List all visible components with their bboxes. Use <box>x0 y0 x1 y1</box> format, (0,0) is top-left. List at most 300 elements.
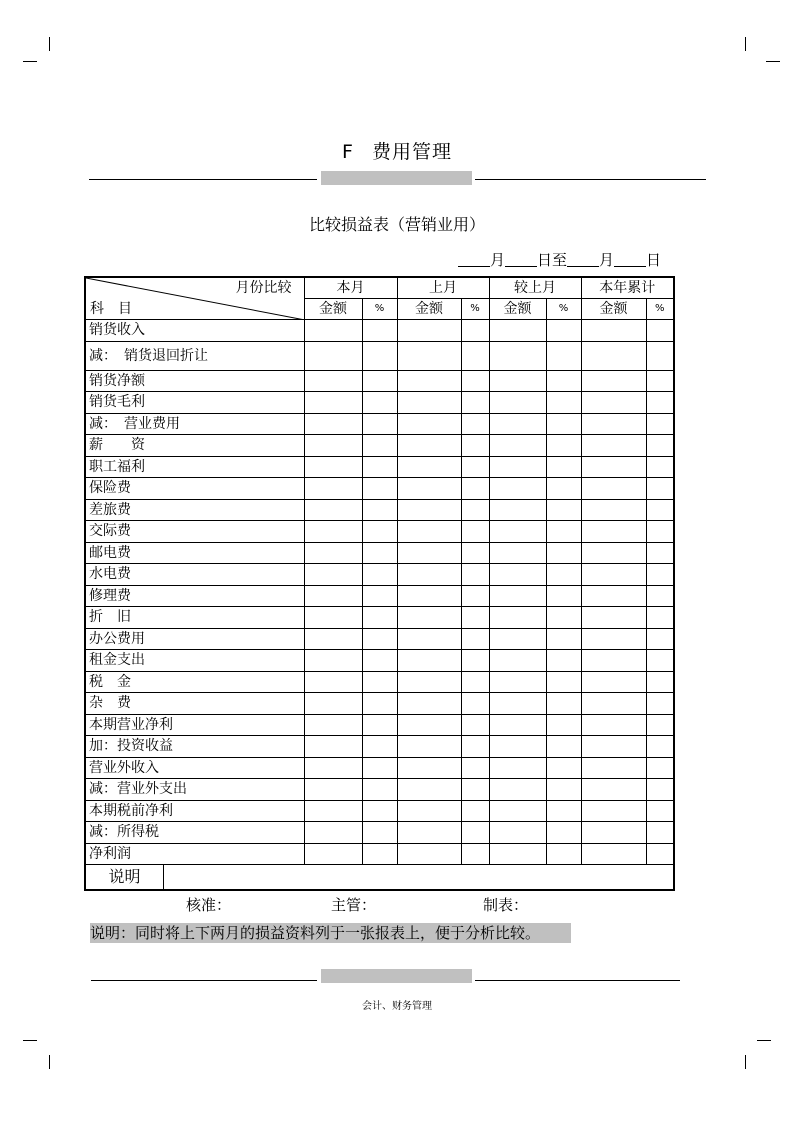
percent-cell[interactable] <box>461 800 489 822</box>
percent-cell[interactable] <box>546 341 581 370</box>
percent-cell[interactable] <box>546 843 581 865</box>
amount-cell[interactable] <box>581 542 646 564</box>
table-row <box>85 585 674 607</box>
percent-cell[interactable] <box>362 800 397 822</box>
percent-cell[interactable] <box>461 736 489 758</box>
percent-cell[interactable] <box>362 564 397 586</box>
remarks-row <box>85 865 674 891</box>
header-rule-right <box>475 179 706 180</box>
amount-cell[interactable] <box>304 843 362 865</box>
amount-cell[interactable] <box>581 693 646 715</box>
amount-cell[interactable] <box>397 478 461 500</box>
percent-cell[interactable] <box>646 693 674 715</box>
percent-cell[interactable] <box>646 320 674 342</box>
row-label: 折 旧 <box>85 607 304 629</box>
comparison-income-table <box>84 276 675 891</box>
amount-cell[interactable] <box>397 779 461 801</box>
amount-cell[interactable] <box>489 320 546 342</box>
percent-cell[interactable] <box>546 757 581 779</box>
percent-cell[interactable] <box>646 714 674 736</box>
row-label: 本期税前净利 <box>85 800 304 822</box>
subheader-percent: % <box>646 299 674 320</box>
percent-cell[interactable] <box>362 607 397 629</box>
row-label: 加：投资收益 <box>85 736 304 758</box>
amount-cell[interactable] <box>489 542 546 564</box>
percent-cell[interactable] <box>646 736 674 758</box>
percent-cell[interactable] <box>461 757 489 779</box>
amount-cell[interactable] <box>581 564 646 586</box>
percent-cell[interactable] <box>461 499 489 521</box>
amount-cell[interactable] <box>397 521 461 543</box>
month-label-1: 月 <box>490 251 506 269</box>
subheader-amount: 金额 <box>304 299 362 320</box>
amount-cell[interactable] <box>397 392 461 414</box>
footer-rule-left <box>91 980 317 981</box>
amount-cell[interactable] <box>304 607 362 629</box>
corner-top-label: 月份比较 <box>235 280 292 296</box>
group-header-ytd: 本年累计 <box>581 277 674 299</box>
table-row <box>85 456 674 478</box>
percent-cell[interactable] <box>546 456 581 478</box>
percent-cell[interactable] <box>646 607 674 629</box>
amount-cell[interactable] <box>397 693 461 715</box>
table-row <box>85 671 674 693</box>
amount-cell[interactable] <box>304 341 362 370</box>
percent-cell[interactable] <box>362 822 397 844</box>
table-row <box>85 564 674 586</box>
percent-cell[interactable] <box>546 671 581 693</box>
remarks-label: 说明 <box>86 865 164 889</box>
amount-cell[interactable] <box>304 521 362 543</box>
day-blank-1[interactable] <box>505 252 537 267</box>
amount-cell[interactable] <box>397 542 461 564</box>
percent-cell[interactable] <box>546 822 581 844</box>
table-row <box>85 392 674 414</box>
amount-cell[interactable] <box>397 650 461 672</box>
percent-cell[interactable] <box>646 822 674 844</box>
footer-text: 会计、财务管理 <box>362 1001 432 1012</box>
amount-cell[interactable] <box>397 564 461 586</box>
table-row <box>85 435 674 457</box>
amount-cell[interactable] <box>304 650 362 672</box>
percent-cell[interactable] <box>546 499 581 521</box>
header-rule-left <box>89 179 317 180</box>
percent-cell[interactable] <box>461 542 489 564</box>
chapter-letter: F <box>342 141 354 163</box>
amount-cell[interactable] <box>489 736 546 758</box>
amount-cell[interactable] <box>489 478 546 500</box>
amount-cell[interactable] <box>489 757 546 779</box>
amount-cell[interactable] <box>304 693 362 715</box>
amount-cell[interactable] <box>489 564 546 586</box>
percent-cell[interactable] <box>646 628 674 650</box>
row-label: 营业外收入 <box>85 757 304 779</box>
percent-cell[interactable] <box>362 671 397 693</box>
percent-cell[interactable] <box>646 341 674 370</box>
amount-cell[interactable] <box>397 757 461 779</box>
amount-cell[interactable] <box>397 456 461 478</box>
percent-cell[interactable] <box>461 392 489 414</box>
amount-cell[interactable] <box>397 320 461 342</box>
amount-cell[interactable] <box>397 736 461 758</box>
percent-cell[interactable] <box>362 628 397 650</box>
amount-cell[interactable] <box>489 341 546 370</box>
percent-cell[interactable] <box>546 607 581 629</box>
form-title: 比较损益表（营销业用） <box>308 215 485 234</box>
amount-cell[interactable] <box>489 800 546 822</box>
amount-cell[interactable] <box>581 320 646 342</box>
amount-cell[interactable] <box>397 499 461 521</box>
subheader-percent: % <box>461 299 489 320</box>
day-label-2: 日 <box>646 251 662 269</box>
corner-bottom-label: 科 目 <box>90 301 132 317</box>
amount-cell[interactable] <box>489 671 546 693</box>
amount-cell[interactable] <box>581 413 646 435</box>
percent-cell[interactable] <box>646 542 674 564</box>
row-label: 销货净额 <box>85 370 304 392</box>
row-label: 薪 资 <box>85 435 304 457</box>
row-label: 租金支出 <box>85 650 304 672</box>
row-label: 差旅费 <box>85 499 304 521</box>
table-row <box>85 628 674 650</box>
amount-cell[interactable] <box>581 607 646 629</box>
amount-cell[interactable] <box>304 671 362 693</box>
amount-cell[interactable] <box>581 521 646 543</box>
amount-cell[interactable] <box>489 822 546 844</box>
group-header-this-month: 本月 <box>304 277 397 299</box>
table-row <box>85 843 674 865</box>
percent-cell[interactable] <box>362 413 397 435</box>
percent-cell[interactable] <box>362 779 397 801</box>
percent-cell[interactable] <box>646 843 674 865</box>
percent-cell[interactable] <box>362 542 397 564</box>
amount-cell[interactable] <box>489 585 546 607</box>
amount-cell[interactable] <box>304 435 362 457</box>
percent-cell[interactable] <box>461 413 489 435</box>
amount-cell[interactable] <box>581 499 646 521</box>
amount-cell[interactable] <box>581 341 646 370</box>
percent-cell[interactable] <box>546 693 581 715</box>
footer-rule-right <box>475 980 680 981</box>
row-label: 销货毛利 <box>85 392 304 414</box>
percent-cell[interactable] <box>362 392 397 414</box>
amount-cell[interactable] <box>581 671 646 693</box>
amount-cell[interactable] <box>489 779 546 801</box>
percent-cell[interactable] <box>546 478 581 500</box>
amount-cell[interactable] <box>489 843 546 865</box>
amount-cell[interactable] <box>304 542 362 564</box>
table-row <box>85 320 674 342</box>
amount-cell[interactable] <box>304 628 362 650</box>
subheader-percent: % <box>362 299 397 320</box>
percent-cell[interactable] <box>646 370 674 392</box>
group-header-vs-last-month: 较上月 <box>489 277 581 299</box>
percent-cell[interactable] <box>461 843 489 865</box>
group-header-last-month: 上月 <box>397 277 489 299</box>
amount-cell[interactable] <box>397 714 461 736</box>
table-row <box>85 757 674 779</box>
table-row <box>85 714 674 736</box>
percent-cell[interactable] <box>546 714 581 736</box>
table-row <box>85 822 674 844</box>
percent-cell[interactable] <box>461 671 489 693</box>
day-to-label: 日至 <box>537 251 568 269</box>
amount-cell[interactable] <box>397 370 461 392</box>
row-label: 销货收入 <box>85 320 304 342</box>
amount-cell[interactable] <box>304 757 362 779</box>
amount-cell[interactable] <box>397 822 461 844</box>
percent-cell[interactable] <box>646 650 674 672</box>
percent-cell[interactable] <box>362 370 397 392</box>
amount-cell[interactable] <box>581 435 646 457</box>
percent-cell[interactable] <box>546 800 581 822</box>
amount-cell[interactable] <box>304 499 362 521</box>
percent-cell[interactable] <box>362 320 397 342</box>
percent-cell[interactable] <box>646 779 674 801</box>
percent-cell[interactable] <box>461 341 489 370</box>
percent-cell[interactable] <box>646 499 674 521</box>
percent-cell[interactable] <box>546 320 581 342</box>
percent-cell[interactable] <box>461 822 489 844</box>
amount-cell[interactable] <box>581 714 646 736</box>
percent-cell[interactable] <box>362 736 397 758</box>
table-row <box>85 800 674 822</box>
row-label: 邮电费 <box>85 542 304 564</box>
amount-cell[interactable] <box>397 800 461 822</box>
amount-cell[interactable] <box>581 478 646 500</box>
amount-cell[interactable] <box>581 370 646 392</box>
amount-cell[interactable] <box>304 736 362 758</box>
amount-cell[interactable] <box>304 585 362 607</box>
amount-cell[interactable] <box>304 779 362 801</box>
percent-cell[interactable] <box>362 499 397 521</box>
amount-cell[interactable] <box>489 628 546 650</box>
row-label: 减： 销货退回折让 <box>85 341 304 370</box>
supervisor-label: 主管： <box>331 896 377 914</box>
subheader-amount: 金额 <box>581 299 646 320</box>
percent-cell[interactable] <box>461 628 489 650</box>
amount-cell[interactable] <box>397 671 461 693</box>
amount-cell[interactable] <box>304 478 362 500</box>
table-row <box>85 542 674 564</box>
row-label: 交际费 <box>85 521 304 543</box>
amount-cell[interactable] <box>489 521 546 543</box>
amount-cell[interactable] <box>397 843 461 865</box>
row-label: 减： 营业费用 <box>85 413 304 435</box>
percent-cell[interactable] <box>646 456 674 478</box>
percent-cell[interactable] <box>546 521 581 543</box>
subheader-amount: 金额 <box>489 299 546 320</box>
table-row <box>85 521 674 543</box>
header-grey-bar <box>321 171 472 185</box>
percent-cell[interactable] <box>546 628 581 650</box>
amount-cell[interactable] <box>581 585 646 607</box>
percent-cell[interactable] <box>461 650 489 672</box>
amount-cell[interactable] <box>397 413 461 435</box>
subheader-percent: % <box>546 299 581 320</box>
percent-cell[interactable] <box>461 478 489 500</box>
table-row <box>85 499 674 521</box>
row-label: 净利润 <box>85 843 304 865</box>
amount-cell[interactable] <box>581 650 646 672</box>
amount-cell[interactable] <box>304 564 362 586</box>
amount-cell[interactable] <box>581 392 646 414</box>
amount-cell[interactable] <box>581 736 646 758</box>
percent-cell[interactable] <box>362 521 397 543</box>
amount-cell[interactable] <box>581 779 646 801</box>
row-label: 水电费 <box>85 564 304 586</box>
row-label: 杂 费 <box>85 693 304 715</box>
percent-cell[interactable] <box>646 564 674 586</box>
amount-cell[interactable] <box>304 800 362 822</box>
crop-mark-top-left-h <box>23 61 37 62</box>
footer-grey-bar <box>321 969 472 983</box>
amount-cell[interactable] <box>489 413 546 435</box>
chapter-title <box>0 137 794 164</box>
percent-cell[interactable] <box>362 478 397 500</box>
percent-cell[interactable] <box>646 521 674 543</box>
crop-mark-top-left-v <box>49 37 50 51</box>
percent-cell[interactable] <box>362 714 397 736</box>
table-row <box>85 650 674 672</box>
row-label: 减：所得税 <box>85 822 304 844</box>
amount-cell[interactable] <box>489 650 546 672</box>
percent-cell[interactable] <box>362 456 397 478</box>
day-blank-2[interactable] <box>614 252 646 267</box>
row-label: 减：营业外支出 <box>85 779 304 801</box>
row-label: 办公费用 <box>85 628 304 650</box>
percent-cell[interactable] <box>461 521 489 543</box>
explanation-note: 说明：同时将上下两月的损益资料列于一张报表上，便于分析比较。 <box>90 923 571 943</box>
percent-cell[interactable] <box>546 585 581 607</box>
amount-cell[interactable] <box>397 435 461 457</box>
table-row <box>85 341 674 370</box>
percent-cell[interactable] <box>461 370 489 392</box>
amount-cell[interactable] <box>397 585 461 607</box>
percent-cell[interactable] <box>646 585 674 607</box>
percent-cell[interactable] <box>461 435 489 457</box>
amount-cell[interactable] <box>304 392 362 414</box>
amount-cell[interactable] <box>397 607 461 629</box>
crop-mark-bottom-left-v <box>49 1055 50 1069</box>
percent-cell[interactable] <box>461 320 489 342</box>
month-blank-2[interactable] <box>567 252 599 267</box>
crop-mark-top-right-h <box>766 61 780 62</box>
percent-cell[interactable] <box>362 843 397 865</box>
amount-cell[interactable] <box>581 628 646 650</box>
row-label: 税 金 <box>85 671 304 693</box>
amount-cell[interactable] <box>304 320 362 342</box>
percent-cell[interactable] <box>646 478 674 500</box>
percent-cell[interactable] <box>546 370 581 392</box>
table-row <box>85 478 674 500</box>
amount-cell[interactable] <box>581 757 646 779</box>
chapter-name: 费用管理 <box>371 141 452 163</box>
percent-cell[interactable] <box>546 413 581 435</box>
amount-cell[interactable] <box>397 341 461 370</box>
percent-cell[interactable] <box>461 779 489 801</box>
row-label: 保险费 <box>85 478 304 500</box>
table-row <box>85 370 674 392</box>
amount-cell[interactable] <box>489 392 546 414</box>
percent-cell[interactable] <box>362 585 397 607</box>
table-row <box>85 413 674 435</box>
approve-label: 核准： <box>186 896 232 914</box>
percent-cell[interactable] <box>646 435 674 457</box>
percent-cell[interactable] <box>362 435 397 457</box>
crop-mark-top-right-v <box>745 37 746 51</box>
percent-cell[interactable] <box>546 564 581 586</box>
percent-cell[interactable] <box>646 413 674 435</box>
percent-cell[interactable] <box>461 585 489 607</box>
percent-cell[interactable] <box>362 757 397 779</box>
date-range <box>458 249 661 270</box>
amount-cell[interactable] <box>304 822 362 844</box>
month-label-2: 月 <box>599 251 615 269</box>
amount-cell[interactable] <box>489 456 546 478</box>
amount-cell[interactable] <box>489 714 546 736</box>
percent-cell[interactable] <box>461 564 489 586</box>
percent-cell[interactable] <box>546 650 581 672</box>
table-row <box>85 736 674 758</box>
amount-cell[interactable] <box>489 693 546 715</box>
amount-cell[interactable] <box>581 843 646 865</box>
percent-cell[interactable] <box>646 800 674 822</box>
month-blank-1[interactable] <box>458 252 490 267</box>
row-label: 职工福利 <box>85 456 304 478</box>
subheader-amount: 金额 <box>397 299 461 320</box>
percent-cell[interactable] <box>461 456 489 478</box>
percent-cell[interactable] <box>646 671 674 693</box>
percent-cell[interactable] <box>362 693 397 715</box>
table-row <box>85 607 674 629</box>
percent-cell[interactable] <box>362 650 397 672</box>
amount-cell[interactable] <box>581 456 646 478</box>
crop-mark-bottom-right-v <box>745 1055 746 1069</box>
remarks-input[interactable] <box>164 865 673 889</box>
percent-cell[interactable] <box>461 714 489 736</box>
amount-cell[interactable] <box>489 370 546 392</box>
percent-cell[interactable] <box>546 392 581 414</box>
amount-cell[interactable] <box>489 435 546 457</box>
table-row <box>85 693 674 715</box>
percent-cell[interactable] <box>546 779 581 801</box>
crop-mark-bottom-right-h <box>757 1040 771 1041</box>
row-label: 修理费 <box>85 585 304 607</box>
percent-cell[interactable] <box>546 542 581 564</box>
amount-cell[interactable] <box>397 628 461 650</box>
percent-cell[interactable] <box>546 435 581 457</box>
percent-cell[interactable] <box>646 392 674 414</box>
percent-cell[interactable] <box>461 607 489 629</box>
prepared-by-label: 制表： <box>483 896 529 914</box>
percent-cell[interactable] <box>646 757 674 779</box>
amount-cell[interactable] <box>304 456 362 478</box>
amount-cell[interactable] <box>304 413 362 435</box>
amount-cell[interactable] <box>581 822 646 844</box>
percent-cell[interactable] <box>362 341 397 370</box>
row-label: 本期营业净利 <box>85 714 304 736</box>
percent-cell[interactable] <box>546 736 581 758</box>
table-row <box>85 779 674 801</box>
amount-cell[interactable] <box>489 607 546 629</box>
crop-mark-bottom-left-h <box>23 1040 37 1041</box>
percent-cell[interactable] <box>461 693 489 715</box>
amount-cell[interactable] <box>581 800 646 822</box>
amount-cell[interactable] <box>304 370 362 392</box>
amount-cell[interactable] <box>489 499 546 521</box>
amount-cell[interactable] <box>304 714 362 736</box>
